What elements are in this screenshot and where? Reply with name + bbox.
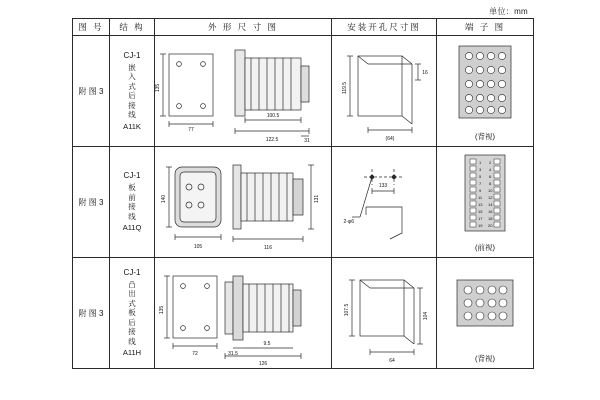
svg-text:6: 6	[489, 174, 492, 179]
row2-mounting-cell	[332, 147, 437, 258]
row2-structure-model: A11Q	[122, 223, 142, 232]
row2-fig-no-cell	[73, 147, 110, 258]
row2-structure-code: CJ-1	[123, 171, 141, 180]
table-header-row	[73, 19, 534, 36]
row3-dim-126: 126	[258, 361, 268, 367]
row1-mdim-1195: 119.5	[342, 81, 348, 95]
row2-mdim-133: 133	[378, 183, 388, 189]
row3-dim-135: 135	[159, 305, 165, 315]
row3-mdim-64: 64	[389, 358, 395, 364]
row1-dim-31: 31	[304, 138, 310, 144]
svg-text:13: 13	[478, 202, 483, 207]
row1-mdim-16: 16	[422, 70, 428, 76]
svg-text:9: 9	[479, 188, 482, 193]
row3-dim-95: 9.5	[263, 341, 271, 347]
row3-terminal-cell	[437, 258, 534, 369]
row1-structure-desc: 嵌入式后接线	[128, 62, 136, 119]
row2-dim-131: 131	[314, 194, 320, 204]
row1-dim-135: 135	[155, 83, 161, 93]
row1-dim-1225: 122.5	[265, 137, 279, 143]
row3-terminal-caption: (背视)	[475, 354, 495, 363]
row1-dim-1005: 100.5	[266, 113, 280, 119]
svg-text:5: 5	[479, 174, 482, 179]
svg-text:11: 11	[478, 195, 483, 200]
row3-dim-315: 31.5	[228, 351, 238, 357]
row2-mdim-2phi6: 2-φ6	[343, 219, 354, 225]
row3-structure-model: A11H	[122, 348, 142, 358]
row2-structure-desc: 板前接线	[128, 183, 136, 221]
row3-structure-code: CJ-1	[123, 267, 141, 277]
row3-fig-no-cell	[73, 258, 110, 369]
svg-text:10: 10	[488, 188, 493, 193]
row2-dim-140: 140	[161, 194, 167, 204]
row1-terminal-cell	[437, 36, 534, 147]
row3-mounting-cell	[332, 258, 437, 369]
row1-fig-no-cell	[73, 36, 110, 147]
svg-text:12: 12	[488, 195, 493, 200]
row3-structure-desc: 凸出式板后接线	[128, 279, 136, 346]
header-terminal: 端 子 图	[437, 19, 534, 36]
svg-text:16: 16	[488, 209, 493, 214]
row3-dim-72: 72	[192, 351, 198, 357]
row1-terminal-caption: (背视)	[475, 132, 495, 141]
svg-text:14: 14	[488, 202, 493, 207]
row1-structure-cell	[110, 36, 155, 147]
svg-text:3: 3	[479, 167, 482, 172]
row2-structure-cell	[110, 147, 155, 258]
row2-fig-no: 附 图 3	[78, 197, 104, 207]
row1-fig-no: 附 图 3	[78, 86, 104, 96]
row3-fig-no: 附 图 3	[78, 308, 104, 318]
unit-note: 单位：mm	[489, 7, 528, 16]
row2-dim-105: 105	[193, 244, 203, 250]
row1-structure-model: A11K	[123, 121, 141, 131]
svg-text:17: 17	[478, 216, 483, 221]
svg-text:8: 8	[489, 181, 492, 186]
row3-mdim-104: 104	[423, 311, 429, 321]
row1-mdim-64: (64)	[385, 136, 395, 142]
row2-dim-116: 116	[264, 245, 272, 251]
svg-text:1: 1	[479, 160, 482, 165]
row1-structure-code: CJ-1	[123, 50, 141, 60]
svg-text:18: 18	[488, 216, 493, 221]
svg-text:7: 7	[479, 181, 482, 186]
header-structure: 结 构	[110, 19, 155, 36]
header-mounting: 安装开孔尺寸图	[332, 19, 437, 36]
row1-outline-cell	[155, 36, 332, 147]
row2-terminal-cell	[437, 147, 534, 258]
table-row	[73, 36, 534, 147]
row1-mounting-cell	[332, 36, 437, 147]
table-row	[73, 258, 534, 369]
row2-terminal-caption: (前视)	[475, 243, 495, 252]
row3-mdim-1075: 107.5	[344, 303, 350, 317]
svg-text:4: 4	[489, 167, 492, 172]
svg-text:20: 20	[488, 223, 493, 228]
row2-outline-cell	[155, 147, 332, 258]
header-outline: 外 形 尺 寸 图	[155, 19, 332, 36]
spec-table	[72, 18, 534, 369]
svg-text:19: 19	[478, 223, 483, 228]
row3-structure-cell	[110, 258, 155, 369]
svg-text:2: 2	[489, 160, 492, 165]
svg-text:15: 15	[478, 209, 483, 214]
header-fig-no: 图 号	[73, 19, 110, 36]
row1-dim-77: 77	[188, 127, 194, 133]
table-row	[73, 147, 534, 258]
row3-outline-cell	[155, 258, 332, 369]
